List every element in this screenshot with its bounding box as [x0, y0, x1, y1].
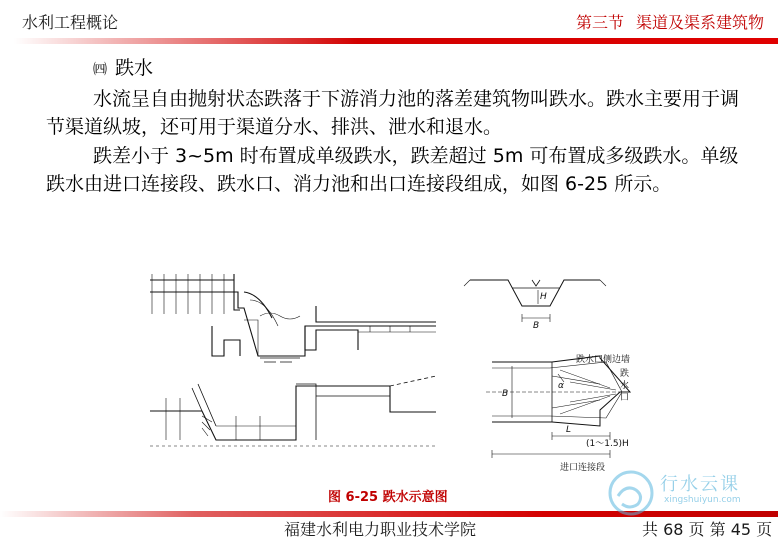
heading-text: 跌水 [115, 57, 154, 79]
header-course-title: 水利工程概论 [22, 13, 119, 32]
figure-caption: 图 6-25 跌水示意图 [328, 490, 448, 505]
label-L: L [566, 425, 572, 435]
footer-page-info: 共 68 页 第 45 页 [642, 520, 773, 539]
label-drop-mouth-2: 水 [620, 381, 630, 391]
cross-section-drawing [464, 280, 606, 322]
label-inlet: 进口连接段 [560, 463, 606, 473]
footer-school: 福建水利电力职业技术学院 [284, 520, 477, 539]
slide-body [46, 54, 746, 199]
section-heading [46, 54, 746, 85]
section-title: 渠道及渠系建筑物 [635, 13, 764, 32]
watermark [606, 466, 776, 522]
heading-number: ㈣ [93, 62, 107, 78]
label-B-cross: B [533, 321, 540, 331]
section-number: 第三节 [575, 13, 624, 32]
label-B-plan: B [502, 389, 509, 399]
watermark-logo-icon [606, 468, 656, 518]
watermark-url: xingshuiyun.com [664, 495, 741, 505]
label-alpha: α [558, 381, 564, 391]
label-ratio: (1～1.5)H [586, 439, 629, 449]
drop-structure-figure [140, 266, 640, 482]
label-H-cross: H [540, 292, 547, 302]
label-side-wall: 跌水口侧边墙 [576, 355, 631, 365]
top-divider [14, 38, 778, 44]
header-section [564, 10, 764, 33]
paragraph-layout: 跌差小于 3~5m 时布置成单级跌水，跌差超过 5m 可布置成多级跌水。单级跌水由进口连接段、跌水口、消力池和出口连接段组成，如图 6-25 所示。 [46, 144, 739, 195]
label-drop-mouth-1: 跌 [620, 369, 630, 379]
paragraph-definition: 水流呈自由抛射状态跌落于下游消力池的落差建筑物叫跌水。跌水主要用于调节渠道纵坡，还可用于渠道分水、排洪、泄水和退水。 [46, 87, 740, 138]
watermark-name: 行水云课 [660, 474, 740, 495]
label-drop-mouth-3: 口 [620, 393, 630, 403]
longitudinal-section-drawing [150, 274, 436, 446]
